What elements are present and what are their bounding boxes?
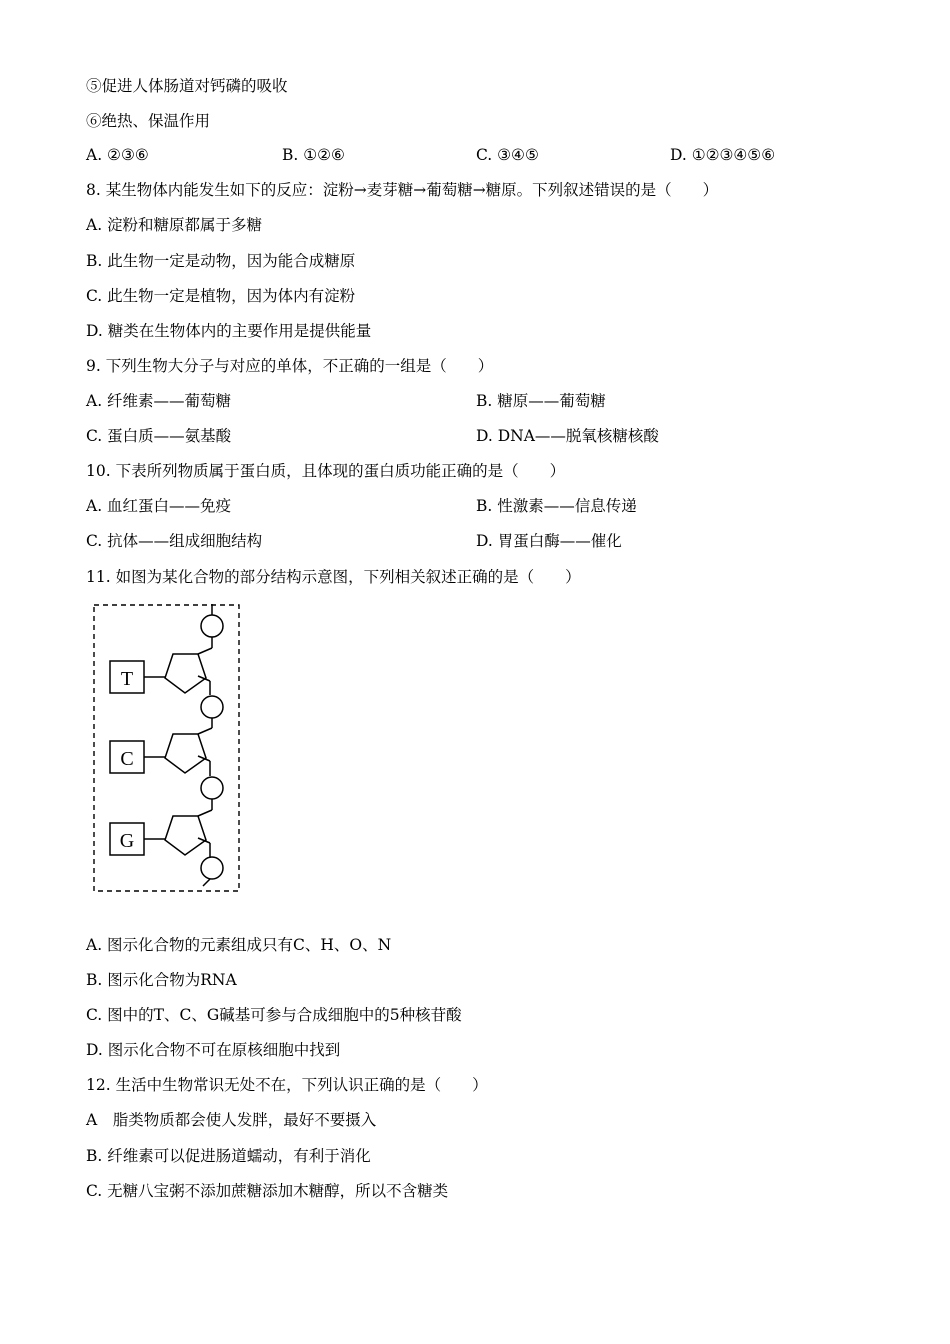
q9-option-c: C. 蛋白质——氨基酸	[86, 427, 232, 445]
sugar-2	[165, 734, 206, 773]
phosphate-1	[201, 615, 223, 637]
q8-option-b: B. 此生物一定是动物，因为能合成糖原	[86, 252, 356, 270]
q8-option-c: C. 此生物一定是植物，因为体内有淀粉	[86, 287, 356, 305]
sugar-3	[165, 816, 206, 855]
q10-option-b: B. 性激素——信息传递	[476, 497, 637, 515]
q9-stem: 9. 下列生物大分子与对应的单体，不正确的一组是（ ）	[86, 357, 494, 375]
q8-option-d: D. 糖类在生物体内的主要作用是提供能量	[86, 322, 372, 340]
q8-option-a: A. 淀粉和糖原都属于多糖	[86, 216, 263, 234]
base-label-c: C	[120, 748, 134, 770]
q9-option-a: A. 纤维素——葡萄糖	[86, 392, 232, 410]
q8-stem: 8. 某生物体内能发生如下的反应：淀粉→麦芽糖→葡萄糖→糖原。下列叙述错误的是（ ）	[86, 181, 719, 199]
q11-option-b: B. 图示化合物为RNA	[86, 971, 237, 989]
base-label-t: T	[120, 668, 134, 690]
q10-option-a: A. 血红蛋白——免疫	[86, 497, 232, 515]
q7-option-a: A. ②③⑥	[86, 146, 149, 164]
q12-option-c: C. 无糖八宝粥不添加蔗糖添加木糖醇，所以不含糖类	[86, 1182, 449, 1200]
q7-option-c: C. ③④⑤	[476, 146, 539, 164]
q10-option-c: C. 抗体——组成细胞结构	[86, 532, 263, 550]
q10-option-d: D. 胃蛋白酶——催化	[476, 532, 622, 550]
q12-option-b: B. 纤维素可以促进肠道蠕动，有利于消化	[86, 1147, 371, 1165]
q11-option-d: D. 图示化合物不可在原核细胞中找到	[86, 1041, 341, 1059]
phosphate-4	[201, 857, 223, 879]
q11-stem: 11. 如图为某化合物的部分结构示意图，下列相关叙述正确的是（ ）	[86, 568, 581, 586]
base-label-g: G	[119, 830, 135, 852]
sugar-1	[165, 654, 206, 693]
q12-option-a: A 脂类物质都会使人发胖，最好不要摄入	[86, 1111, 377, 1129]
q7-option-b: B. ①②⑥	[282, 146, 345, 164]
q11-option-a: A. 图示化合物的元素组成只有C、H、O、N	[86, 936, 392, 954]
statement-5: ⑤促进人体肠道对钙磷的吸收	[86, 77, 288, 95]
phosphate-3	[201, 777, 223, 799]
q10-stem: 10. 下表所列物质属于蛋白质，且体现的蛋白质功能正确的是（ ）	[86, 462, 566, 480]
diagram-dashed-border	[94, 605, 239, 891]
nucleotide-chain-diagram	[92, 604, 242, 894]
statement-6: ⑥绝热、保温作用	[86, 112, 211, 130]
q12-stem: 12. 生活中生物常识无处不在，下列认识正确的是（ ）	[86, 1076, 488, 1094]
q9-option-b: B. 糖原——葡萄糖	[476, 392, 606, 410]
q7-option-d: D. ①②③④⑤⑥	[670, 146, 776, 164]
q9-option-d: D. DNA——脱氧核糖核酸	[476, 427, 659, 445]
q11-option-c: C. 图中的T、C、G碱基可参与合成细胞中的5种核苷酸	[86, 1006, 462, 1024]
phosphate-2	[201, 696, 223, 718]
